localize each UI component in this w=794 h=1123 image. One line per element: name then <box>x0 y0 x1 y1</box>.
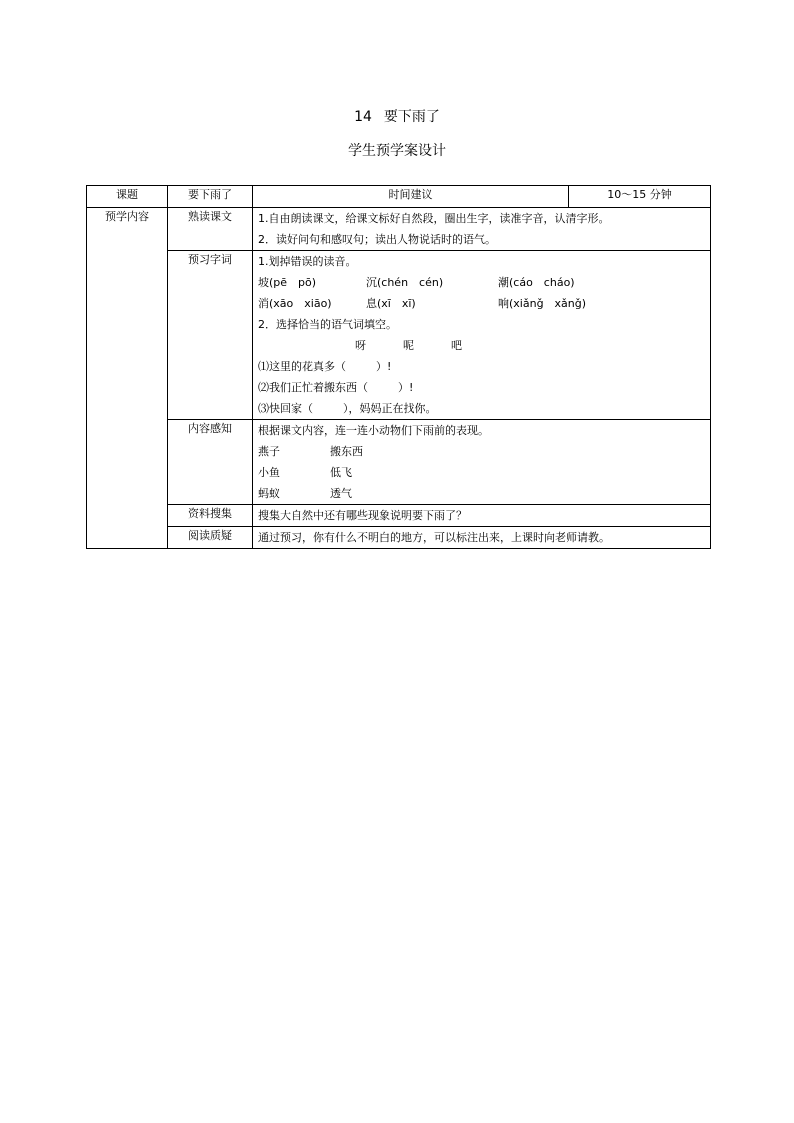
preview-plan-table <box>86 185 711 549</box>
match-row-2 <box>258 462 705 483</box>
topic-label: 课题 <box>87 186 168 208</box>
match-row-3 <box>258 483 705 504</box>
animal-item[interactable]: 燕子 <box>258 445 280 458</box>
sentence-2 <box>258 377 705 398</box>
vocab-instruction-2: 2．选择恰当的语气词填空。 <box>258 318 397 331</box>
perception-instruction: 根据课文内容，连一连小动物们下雨前的表现。 <box>258 424 489 437</box>
perception-label: 内容感知 <box>168 420 253 505</box>
word-item: 响(xiǎnǧ xǎnǧ) <box>498 297 587 310</box>
particle-item: 呀 <box>355 339 366 352</box>
questions-text: 通过预习，你有什么不明白的地方，可以标注出来，上课时向老师请教。 <box>258 531 610 544</box>
reading-row <box>87 208 711 251</box>
time-value: 10～15 分钟 <box>569 186 711 208</box>
particle-item: 吧 <box>451 339 462 352</box>
vocab-label: 预习字词 <box>168 251 253 420</box>
time-label: 时间建议 <box>253 186 569 208</box>
topic-value: 要下雨了 <box>168 186 253 208</box>
word-row-2 <box>258 293 705 314</box>
word-row-1 <box>258 272 705 293</box>
research-text: 搜集大自然中还有哪些现象说明要下雨了？ <box>258 509 467 522</box>
sentence-before: ⑵我们正忙着搬东西（ <box>258 381 368 394</box>
page-subtitle: 学生预学案设计 <box>348 143 446 159</box>
word-item: 消(xāo xiāo) <box>258 297 332 310</box>
match-row-1 <box>258 441 705 462</box>
animal-item[interactable]: 蚂蚁 <box>258 487 280 500</box>
word-item: 沉(chén cén) <box>366 276 444 289</box>
reading-label: 熟读课文 <box>168 208 253 251</box>
perception-row <box>87 420 711 505</box>
reading-line-2: 2．读好问句和感叹句；读出人物说话时的语气。 <box>258 233 496 246</box>
research-content <box>253 505 711 527</box>
reading-line-1: 1.自由朗读课文，给课文标好自然段，圈出生字，读准字音，认清字形。 <box>258 212 610 225</box>
header-row <box>87 186 711 208</box>
sentence-before: ⑴这里的花真多（ <box>258 360 346 373</box>
research-row <box>87 505 711 527</box>
section-label: 预学内容 <box>87 208 168 549</box>
particle-row <box>258 335 705 356</box>
word-item: 坡(pē pō) <box>258 276 317 289</box>
vocab-content <box>253 251 711 420</box>
lesson-number: 14 <box>354 109 372 125</box>
particle-item: 呢 <box>403 339 414 352</box>
vocab-row <box>87 251 711 420</box>
sentence-after: ），妈妈正在找你。 <box>343 402 437 415</box>
animal-item[interactable]: 小鱼 <box>258 466 280 479</box>
questions-label: 阅读质疑 <box>168 527 253 549</box>
word-item: 息(xī xī) <box>366 297 416 310</box>
word-item: 潮(cáo cháo) <box>498 276 575 289</box>
sentence-3 <box>258 398 705 419</box>
questions-row <box>87 527 711 549</box>
vocab-instruction-1: 1.划掉错误的读音。 <box>258 255 357 268</box>
sentence-after: ）! <box>398 381 414 394</box>
perception-content <box>253 420 711 505</box>
behavior-item[interactable]: 透气 <box>330 487 352 500</box>
lesson-title-text: 要下雨了 <box>383 109 440 125</box>
reading-content <box>253 208 711 251</box>
sentence-before: ⑶快回家（ <box>258 402 313 415</box>
lesson-title <box>0 107 794 127</box>
questions-content <box>253 527 711 549</box>
research-label: 资料搜集 <box>168 505 253 527</box>
behavior-item[interactable]: 搬东西 <box>330 445 363 458</box>
behavior-item[interactable]: 低飞 <box>330 466 352 479</box>
sentence-1 <box>258 356 705 377</box>
sentence-after: ）! <box>376 360 392 373</box>
